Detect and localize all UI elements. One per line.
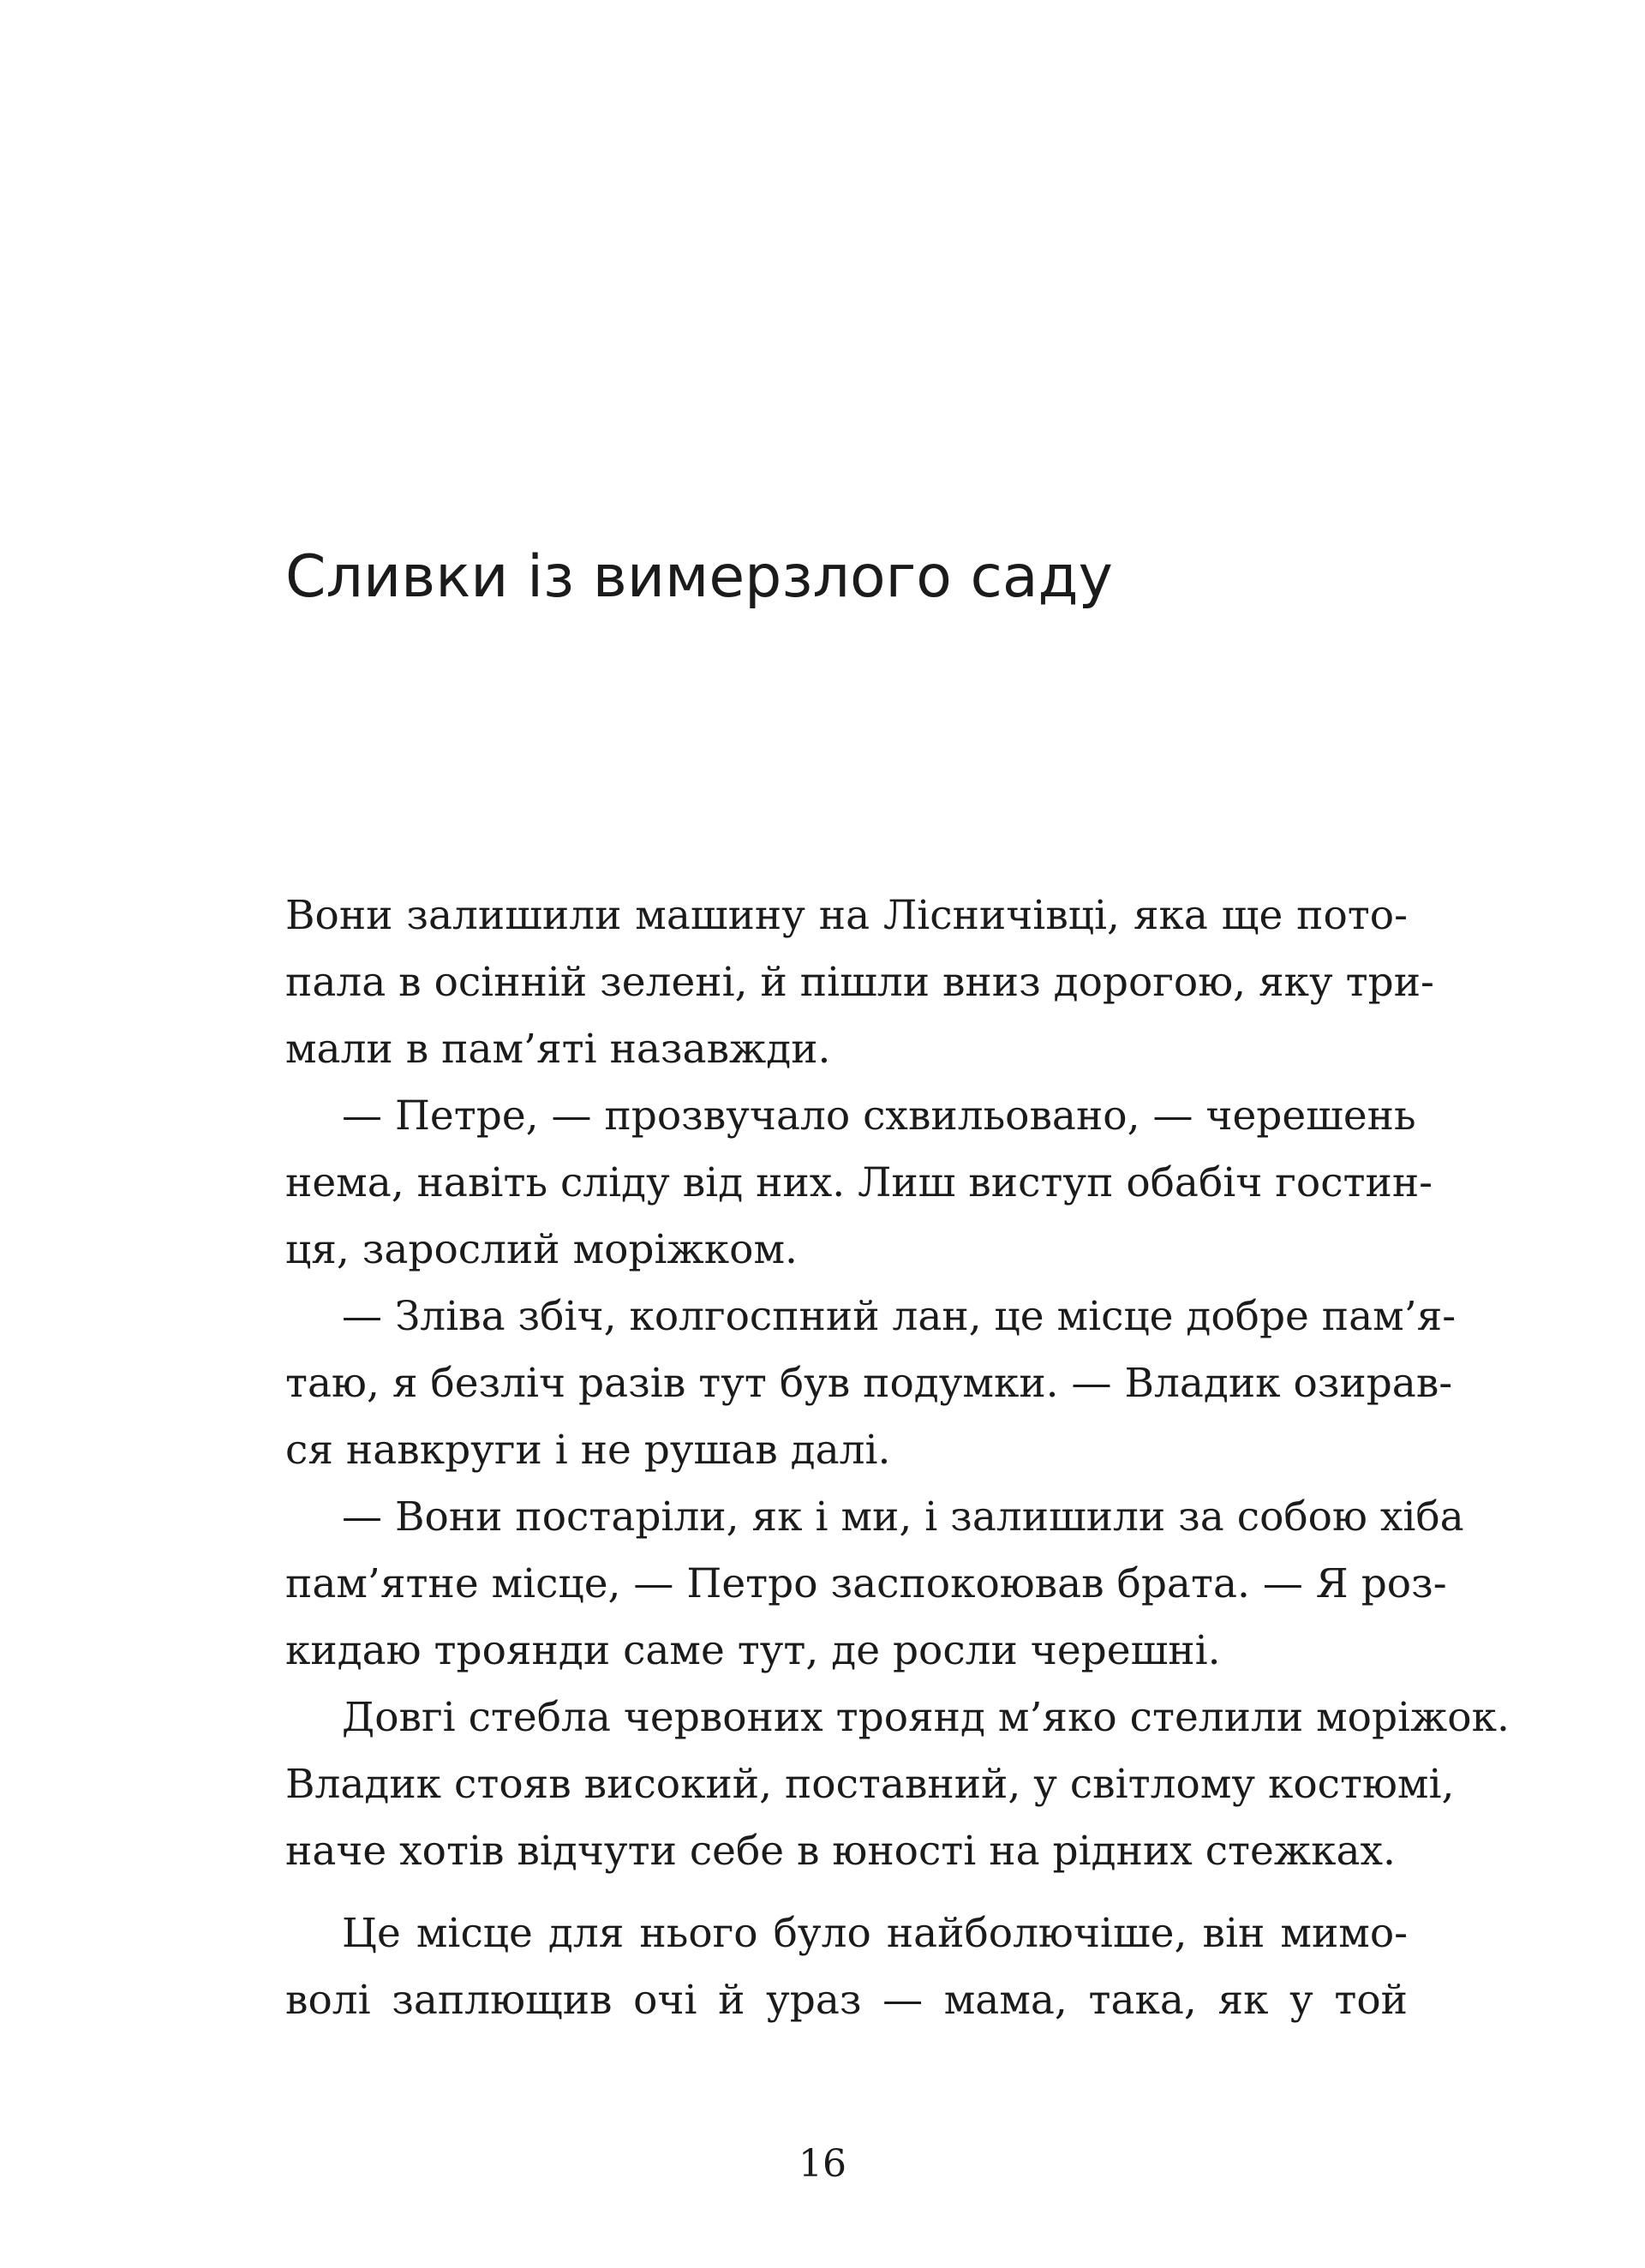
- paragraph: [285, 1900, 1408, 2034]
- paragraph: [285, 883, 1434, 1083]
- text-line: Владик стояв високий, поставний, у світлому костюмі,: [285, 1761, 1455, 1808]
- text-line: наче хотів відчути себе в юності на рідних стежках.: [285, 1828, 1396, 1875]
- text-line: Вони залишили машину на Лісничівці, яка ще пото-: [285, 892, 1408, 939]
- text-line: нема, навіть сліду від них. Лиш виступ обабіч гостин-: [285, 1159, 1433, 1206]
- text-line: Це місце для нього було найболючіше, він мимо-: [342, 1910, 1408, 1957]
- chapter-title: Сливки із вимерзлого саду: [285, 543, 1113, 611]
- paragraph: [285, 1484, 1464, 1685]
- text-line: Довгі стебла червоних троянд м’яко стелили моріжок.: [342, 1694, 1510, 1741]
- paragraph: [285, 1083, 1433, 1284]
- text-line: волі заплющив очі й ураз — мама, така, як у той: [285, 1977, 1408, 2024]
- paragraph-gap: [285, 1885, 1408, 1900]
- text-line: — Петре, — прозвучало схвильовано, — черешень: [342, 1092, 1416, 1140]
- text-line: пам’ятне місце, — Петро заспокоював брата. — Я роз-: [285, 1560, 1447, 1607]
- text-line: — Зліва збіч, колгоспний лан, це місце добре пам’я-: [342, 1293, 1457, 1340]
- paragraph: [285, 1685, 1510, 1885]
- text-line: пала в осінній зелені, й пішли вниз дорогою, яку три-: [285, 959, 1434, 1006]
- text-line: таю, я безліч разів тут був подумки. — Владик озирав-: [285, 1360, 1453, 1407]
- text-line: кидаю троянди саме тут, де росли черешні.: [285, 1627, 1221, 1674]
- text-line: мали в пам’яті назавжди.: [285, 1026, 831, 1073]
- text-line: ся навкруги і не рушав далі.: [285, 1427, 891, 1474]
- chapter-body: [285, 883, 1510, 2034]
- paragraph: [285, 1284, 1457, 1484]
- page-number: 16: [799, 2142, 846, 2186]
- text-line: — Вони постаріли, як і ми, і залишили за собою хіба: [342, 1493, 1464, 1541]
- text-line: ця, зарослий моріжком.: [285, 1226, 798, 1273]
